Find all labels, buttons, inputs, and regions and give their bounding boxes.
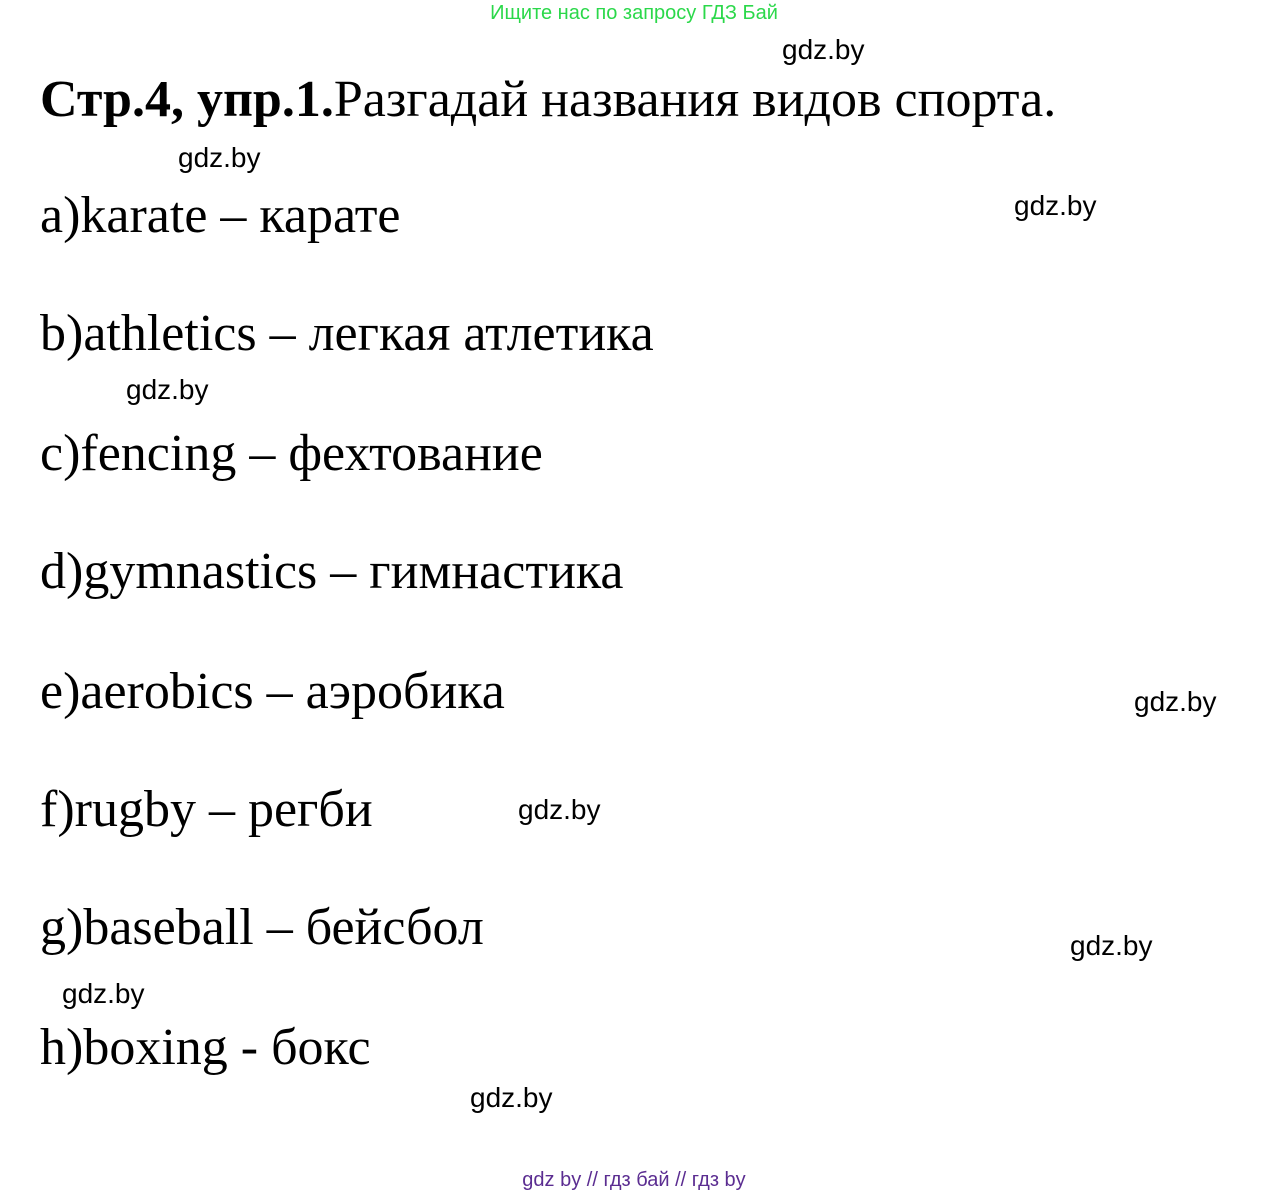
watermark: gdz.by xyxy=(1014,190,1097,221)
watermark: gdz.by xyxy=(470,1082,553,1113)
answer-b: b)athletics – легкая атлетика xyxy=(40,305,654,362)
answer-e: e)aerobics – аэробика xyxy=(40,663,505,720)
answer-h: h)boxing - бокс xyxy=(40,1019,371,1076)
exercise-heading xyxy=(40,70,1056,130)
watermark: gdz.by xyxy=(62,978,145,1009)
footer-links: gdz by // гдз бай // гдз by xyxy=(522,1169,746,1191)
watermark: gdz.by xyxy=(782,34,865,65)
exercise-number: Стр.4, упр.1. xyxy=(40,71,334,128)
exercise-task: Разгадай названия видов спорта. xyxy=(333,71,1057,128)
watermark: gdz.by xyxy=(518,794,601,825)
watermark: gdz.by xyxy=(126,374,209,405)
answer-a: a)karate – карате xyxy=(40,187,401,244)
answer-d: d)gymnastics – гимнастика xyxy=(40,543,624,600)
answer-g: g)baseball – бейсбол xyxy=(40,899,484,956)
watermark: gdz.by xyxy=(1134,686,1217,717)
answer-c: c)fencing – фехтование xyxy=(40,425,543,482)
answer-f: f)rugby – регби xyxy=(40,781,373,838)
watermark: gdz.by xyxy=(1070,930,1153,961)
top-banner: Ищите нас по запросу ГДЗ Бай xyxy=(490,2,778,24)
watermark: gdz.by xyxy=(178,142,261,173)
